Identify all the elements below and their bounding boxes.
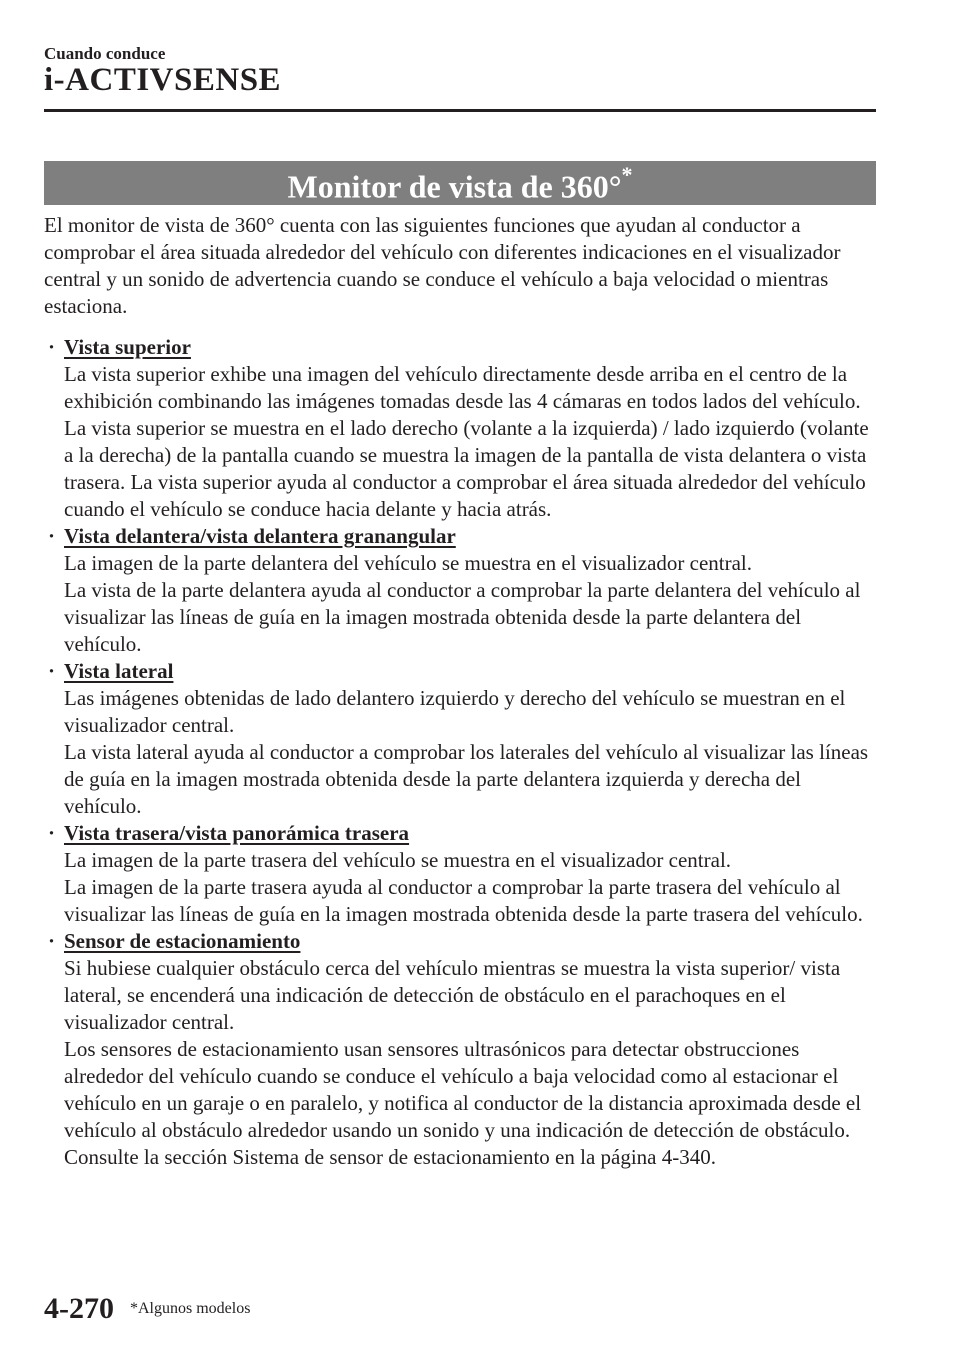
feature-paragraph: La vista lateral ayuda al conductor a comprobar los laterales del vehículo al visualizar las líneas de guía en la imagen mostrada obtenida desde la parte delantera izquierda y derecha del vehículo. <box>64 740 869 818</box>
content <box>44 212 880 1171</box>
feature-vista-delantera <box>44 523 880 658</box>
feature-paragraph: Consulte la sección Sistema de sensor de estacionamiento en la página 4-340. <box>64 1145 716 1169</box>
bullet: · <box>48 821 56 845</box>
feature-vista-lateral <box>44 658 880 820</box>
page-title-text: Monitor de vista de 360° <box>287 168 622 205</box>
footnote: *Algunos modelos <box>130 1300 251 1317</box>
bullet: · <box>48 929 56 953</box>
page-title <box>288 157 633 209</box>
feature-paragraph: Los sensores de estacionamiento usan sensores ultrasónicos para detectar obstrucciones alrededor del vehículo cuando se conduce el vehículo a baja velocidad como al estacionar el vehículo en un garaje o en paralelo, y notifica al conductor de la distancia aproximada desde el vehículo al obstáculo alrededor usando un sonido y una indicación de detección de obstáculo. <box>64 1037 862 1142</box>
feature-paragraph: La vista de la parte delantera ayuda al conductor a comprobar la parte delantera del vehículo al visualizar las líneas de guía en la imagen mostrada obtenida desde la parte delantera del vehículo. <box>64 578 861 656</box>
feature-paragraph: Si hubiese cualquier obstáculo cerca del vehículo mientras se muestra la vista superior/ vista lateral, se encenderá una indicación de detección de obstáculo en el parachoques en el visualizador central. <box>64 956 841 1034</box>
feature-paragraph: La imagen de la parte trasera del vehículo se muestra en el visualizador central. <box>64 848 732 872</box>
feature-paragraph: La imagen de la parte delantera del vehículo se muestra en el visualizador central. <box>64 551 753 575</box>
feature-title: Vista superior <box>64 335 191 359</box>
title-band <box>44 161 876 205</box>
chapter-title: i-ACTIVSENSE <box>44 62 282 98</box>
bullet: · <box>48 335 56 359</box>
feature-title: Sensor de estacionamiento <box>64 929 301 953</box>
feature-vista-superior <box>44 334 880 523</box>
page-number: 4-270 <box>44 1292 114 1325</box>
feature-title: Vista delantera/vista delantera granangular <box>64 524 456 548</box>
bullet: · <box>48 524 56 548</box>
bullet: · <box>48 659 56 683</box>
feature-title: Vista trasera/vista panorámica trasera <box>64 821 410 845</box>
intro-paragraph: El monitor de vista de 360° cuenta con las siguientes funciones que ayudan al conductor a comprobar el área situada alrededor del vehículo con diferentes indicaciones en el visualizador central y un sonido de advertencia cuando se conduce el vehículo a baja velocidad o mientras estaciona. <box>44 213 841 318</box>
section-label: Cuando conduce <box>44 44 166 63</box>
feature-title: Vista lateral <box>64 659 174 683</box>
feature-vista-trasera <box>44 820 880 928</box>
feature-paragraph: Las imágenes obtenidas de lado delantero izquierdo y derecho del vehículo se muestran en el visualizador central. <box>64 686 846 737</box>
feature-sensor-estacionamiento <box>44 928 880 1171</box>
header-rule <box>44 109 876 112</box>
feature-paragraph: La imagen de la parte trasera ayuda al conductor a comprobar la parte trasera del vehículo al visualizar las líneas de guía en la imagen mostrada obtenida desde la parte trasera del vehículo. <box>64 875 863 926</box>
title-asterisk: * <box>621 162 633 188</box>
feature-paragraph: La vista superior exhibe una imagen del vehículo directamente desde arriba en el centro de la exhibición combinando las imágenes tomadas desde las 4 cámaras en todos lados del vehículo. La vista superior se muestra en el lado derecho (volante a la izquierda) / lado izquierdo (volante a la derecha) de la pantalla cuando se muestra la imagen de la pantalla de vista delantera o vista trasera. La vista superior ayuda al conductor a comprobar el área situada alrededor del vehículo cuando el vehículo se conduce hacia delante y hacia atrás. <box>64 362 869 521</box>
